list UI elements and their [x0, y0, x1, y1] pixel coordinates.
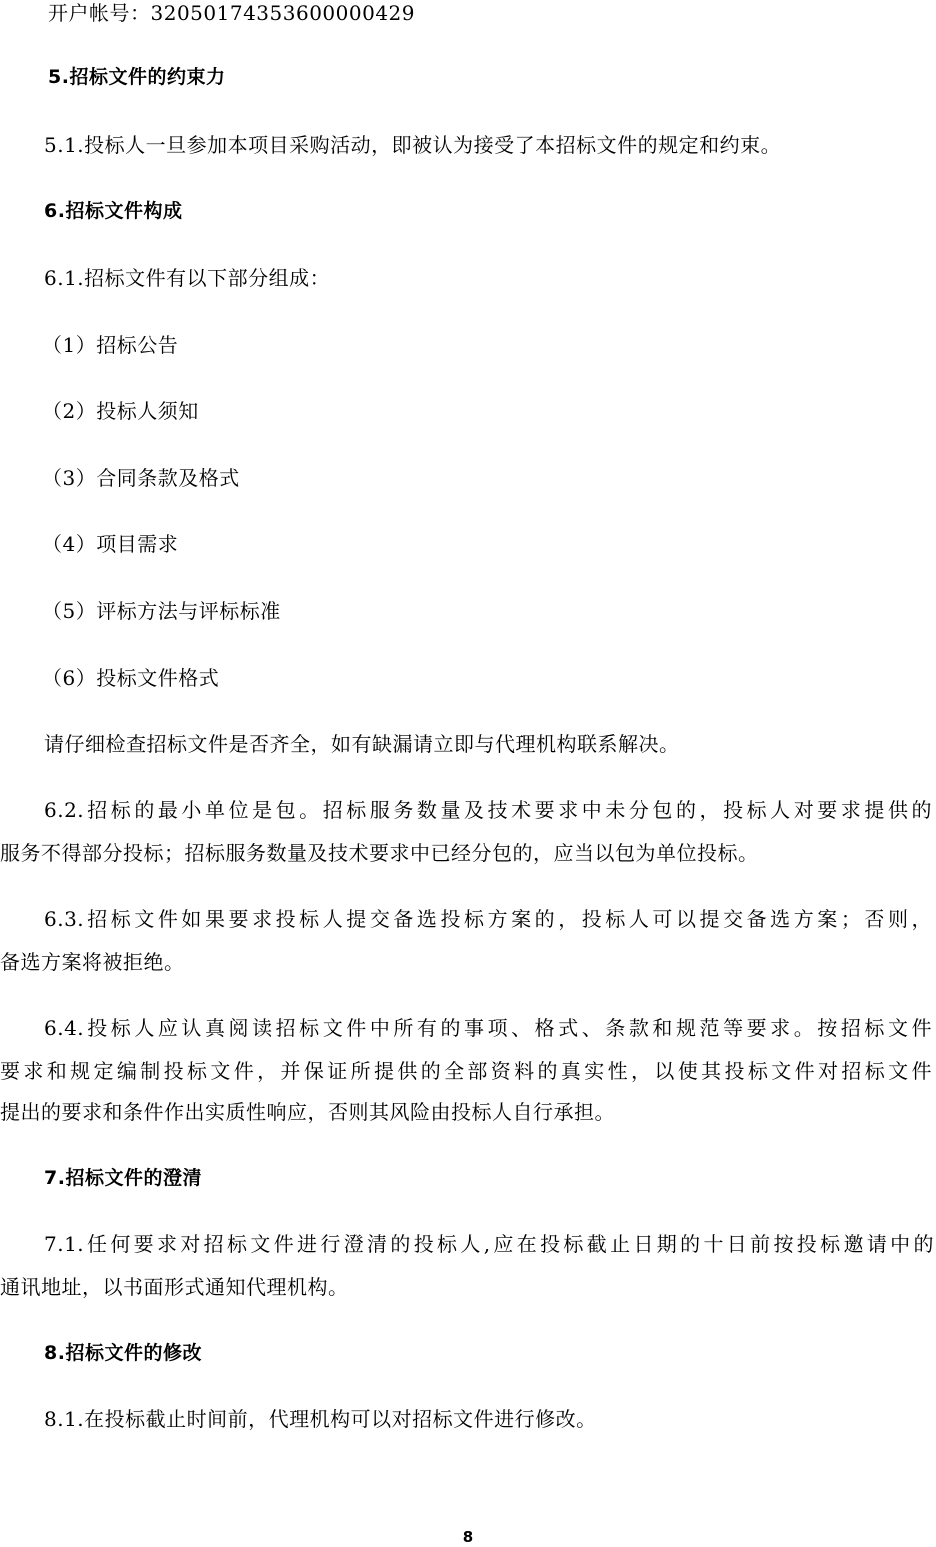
section-8-heading: 8.招标文件的修改: [44, 1342, 202, 1364]
list-item: （5）评标方法与评标标准: [42, 599, 281, 623]
section-7-heading: 7.招标文件的澄清: [44, 1167, 202, 1189]
section-6-heading: 6.招标文件构成: [44, 200, 183, 222]
section-5-heading: 5.招标文件的约束力: [48, 66, 226, 88]
page-number: 8: [462, 1528, 474, 1546]
list-item: （4）项目需求: [42, 532, 179, 556]
list-item: （2）投标人须知: [42, 399, 199, 423]
paragraph-8-1: 8.1.在投标截止时间前，代理机构可以对招标文件进行修改。: [44, 1407, 597, 1431]
list-item: （1）招标公告: [42, 333, 179, 357]
list-item: （3）合同条款及格式: [42, 466, 240, 490]
paragraph-7-1-line-2: 通讯地址，以书面形式通知代理机构。: [0, 1275, 349, 1299]
paragraph-6-4-line-1: 6.4.投标人应认真阅读招标文件中所有的事项、格式、条款和规范等要求。按招标文件: [44, 1016, 932, 1040]
paragraph-6-2-line-2: 服务不得部分投标；招标服务数量及技术要求中已经分包的，应当以包为单位投标。: [0, 841, 759, 865]
check-note: 请仔细检查招标文件是否齐全，如有缺漏请立即与代理机构联系解决。: [44, 732, 680, 756]
list-item: （6）投标文件格式: [42, 666, 220, 690]
paragraph-6-4-line-3: 提出的要求和条件作出实质性响应，否则其风险由投标人自行承担。: [0, 1100, 615, 1124]
paragraph-6-3-line-2: 备选方案将被拒绝。: [0, 950, 185, 974]
paragraph-6-2-line-1: 6.2.招标的最小单位是包。招标服务数量及技术要求中未分包的，投标人对要求提供的: [44, 798, 932, 822]
account-number-line: 开户帐号：32050174353600000429: [48, 1, 415, 25]
paragraph-7-1-line-1: 7.1.任何要求对招标文件进行澄清的投标人,应在投标截止日期的十日前按投标邀请中的: [44, 1232, 934, 1256]
paragraph-6-3-line-1: 6.3.招标文件如果要求投标人提交备选投标方案的，投标人可以提交备选方案；否则，: [44, 907, 932, 931]
paragraph-6-4-line-2: 要求和规定编制投标文件，并保证所提供的全部资料的真实性，以使其投标文件对招标文件: [0, 1059, 932, 1083]
paragraph-5-1: 5.1.投标人一旦参加本项目采购活动，即被认为接受了本招标文件的规定和约束。: [44, 133, 782, 157]
paragraph-6-1: 6.1.招标文件有以下部分组成：: [44, 266, 331, 290]
